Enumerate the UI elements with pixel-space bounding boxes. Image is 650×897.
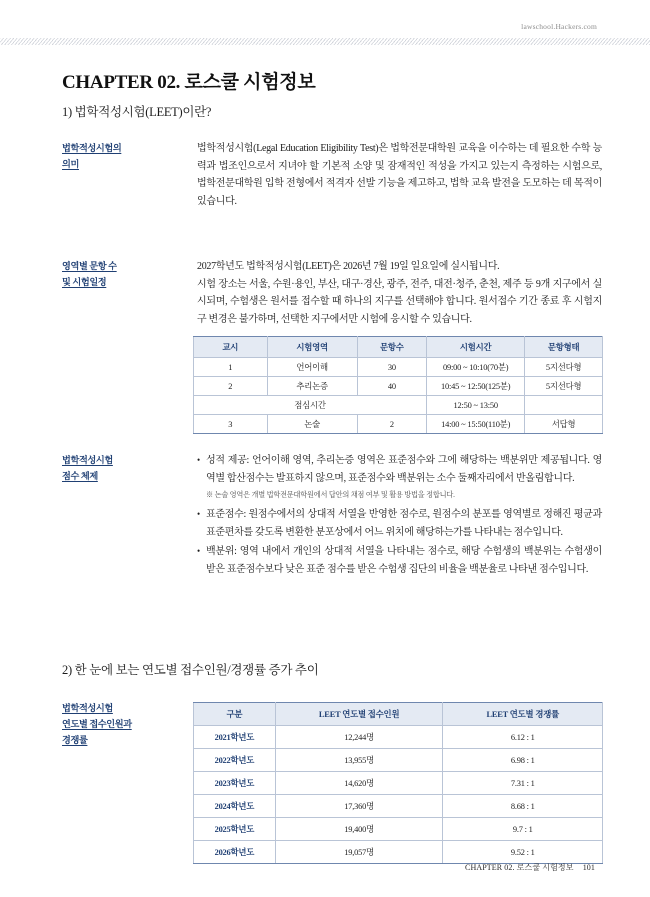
table-row (194, 377, 603, 396)
bullet-score-provision: • 성적 제공: 언어이해 영역, 추리논증 영역은 표준점수와 그에 해당하는 백분위만 제공됩니다. 영역별 합산점수는 발표하지 않으며, 표준점수와 백분위는 소수 둘째자리에서 반올림합니다. (197, 452, 602, 487)
side-label-scoring-system (62, 452, 174, 484)
table-row (194, 772, 603, 795)
paragraph-exam-date: 2027학년도 법학적성시험(LEET)은 2026년 7월 19일 일요일에 실시됩니다. (197, 261, 500, 272)
cell-applicants: 19,057명 (275, 841, 443, 864)
cell-lunch-time: 12:50 ~ 13:50 (427, 396, 525, 415)
cell-question-type: 5지선다형 (525, 377, 603, 396)
cell-question-type: 5지선다형 (525, 358, 603, 377)
table-row-lunch (194, 396, 603, 415)
footer-chapter-label: CHAPTER 02. 로스쿨 시험정보 (465, 863, 574, 872)
cell-competition-rate: 8.68 : 1 (443, 795, 603, 818)
block-exam-sections-schedule (62, 258, 602, 328)
side-label-line-2: 점수 체제 (62, 471, 98, 481)
schedule-table-wrapper (193, 336, 603, 434)
footnote-essay-scoring: ※ 논술 영역은 개별 법학전문대학원에서 답안의 채점 여부 및 활용 방법을 정합니다. (206, 491, 455, 499)
cell-applicants: 14,620명 (275, 772, 443, 795)
cell-question-count: 2 (357, 415, 427, 434)
cell-applicants: 19,400명 (275, 818, 443, 841)
chapter-title: CHAPTER 02. 로스쿨 시험정보 (62, 71, 316, 93)
cell-applicants: 12,244명 (275, 726, 443, 749)
cell-competition-rate: 6.12 : 1 (443, 726, 603, 749)
bullet-standard-score: • 표준점수: 원점수에서의 상대적 서열을 반영한 점수로, 원점수의 분포를 영역별로 정해진 평균과 표준편차를 갖도록 변환한 분포상에서 어느 위치에 해당하는가를 나타내는 점수입니다. (197, 506, 602, 541)
cell-period: 2 (194, 377, 268, 396)
paragraph-leet-meaning: 법학적성시험(Legal Education Eligibility Test)은 법학전문대학원 교육을 이수하는 데 필요한 수학 능력과 법조인으로서 지녀야 할 기본적 소양 및 잠재적인 적성을 가지고 있는지 측정하는 시험으로, 법학전문대학원 입학 전형에서 적격자 선발 기능을 제고하고, 법학 교육 발전을 도모하는 데 목적이 있습니다. (197, 143, 602, 207)
cell-period: 3 (194, 415, 268, 434)
cell-exam-time: 14:00 ~ 15:50(110분) (427, 415, 525, 434)
scoring-system-content (197, 452, 602, 578)
cell-question-type: 서답형 (525, 415, 603, 434)
block-leet-meaning (62, 140, 602, 210)
cell-period: 1 (194, 358, 268, 377)
cell-competition-rate: 6.98 : 1 (443, 749, 603, 772)
side-label-line-2: 의미 (62, 159, 79, 169)
cell-exam-time: 09:00 ~ 10:10(70분) (427, 358, 525, 377)
table-row (194, 818, 603, 841)
table-row (194, 749, 603, 772)
side-label-line-2: 및 시험일정 (62, 277, 107, 287)
page-footer (465, 862, 595, 873)
th-exam-time: 시험시간 (427, 337, 525, 358)
section-heading-2: 2) 한 눈에 보는 연도별 접수인원/경쟁률 증가 추이 (62, 663, 319, 677)
th-question-count: 문항수 (357, 337, 427, 358)
header-hatch-divider (0, 38, 650, 45)
section-heading-1: 1) 법학적성시험(LEET)이란? (62, 105, 212, 119)
cell-year: 2021학년도 (194, 726, 276, 749)
cell-subject: 언어이해 (267, 358, 357, 377)
scoring-bullet-list-2 (197, 506, 602, 578)
th-applicants: LEET 연도별 접수인원 (275, 703, 443, 726)
side-label-line-3: 경쟁률 (62, 735, 88, 745)
side-label-line-1: 법학적성시험 (62, 455, 113, 465)
table-row (194, 358, 603, 377)
cell-competition-rate: 9.7 : 1 (443, 818, 603, 841)
table-header-row (194, 703, 603, 726)
table-row (194, 841, 603, 864)
cell-question-count: 40 (357, 377, 427, 396)
exam-schedule-table (193, 336, 603, 434)
cell-subject: 추리논증 (267, 377, 357, 396)
cell-competition-rate: 9.52 : 1 (443, 841, 603, 864)
table-header-row (194, 337, 603, 358)
table-row (194, 415, 603, 434)
cell-exam-time: 10:45 ~ 12:50(125분) (427, 377, 525, 396)
side-label-exam-schedule (62, 258, 174, 290)
cell-year: 2025학년도 (194, 818, 276, 841)
scoring-bullet-list (197, 452, 602, 487)
stats-table-wrapper (193, 702, 603, 864)
th-subject: 시험영역 (267, 337, 357, 358)
side-label-yearly-stats (62, 700, 174, 748)
cell-question-count: 30 (357, 358, 427, 377)
site-watermark: lawschool.Hackers.com (521, 22, 597, 31)
cell-year: 2026학년도 (194, 841, 276, 864)
stats-table-body (194, 726, 603, 864)
th-question-type: 문항형태 (525, 337, 603, 358)
cell-competition-rate: 7.31 : 1 (443, 772, 603, 795)
th-year-category: 구분 (194, 703, 276, 726)
cell-applicants: 13,955명 (275, 749, 443, 772)
footer-page-number: 101 (582, 863, 595, 872)
cell-year: 2024학년도 (194, 795, 276, 818)
bullet-percentile: • 백분위: 영역 내에서 개인의 상대적 서열을 나타내는 점수로, 해당 수험생의 백분위는 수험생이 받은 표준점수보다 낮은 표준 점수를 받은 수험생 집단의 비율을 백분율로 나타낸 점수입니다. (197, 543, 602, 578)
cell-subject: 논술 (267, 415, 357, 434)
side-label-line-2: 연도별 접수인원과 (62, 719, 132, 729)
side-label-line-1: 법학적성시험의 (62, 143, 122, 153)
table-row (194, 726, 603, 749)
cell-lunch-label: 점심시간 (194, 396, 427, 415)
side-label-line-1: 영역별 문항 수 (62, 261, 117, 271)
side-label-line-1: 법학적성시험 (62, 703, 113, 713)
cell-year: 2022학년도 (194, 749, 276, 772)
block-scoring-system (62, 452, 602, 580)
side-label-leet-meaning (62, 140, 174, 172)
yearly-applicants-table (193, 702, 603, 864)
paragraph-exam-locations: 시험 장소는 서울, 수원·용인, 부산, 대구·경산, 광주, 전주, 대전·청주, 춘천, 제주 등 9개 지구에서 실시되며, 수험생은 원서를 접수할 때 하나의 지구를 선택해야 합니다. 원서접수 기간 종료 후 시험지구 변경은 불가하며, 선택한 지구에서만 시험에 응시할 수 있습니다. (197, 278, 602, 325)
table-row (194, 795, 603, 818)
th-period: 교시 (194, 337, 268, 358)
cell-applicants: 17,360명 (275, 795, 443, 818)
cell-year: 2023학년도 (194, 772, 276, 795)
th-competition-rate: LEET 연도별 경쟁률 (443, 703, 603, 726)
cell-lunch-type (525, 396, 603, 415)
